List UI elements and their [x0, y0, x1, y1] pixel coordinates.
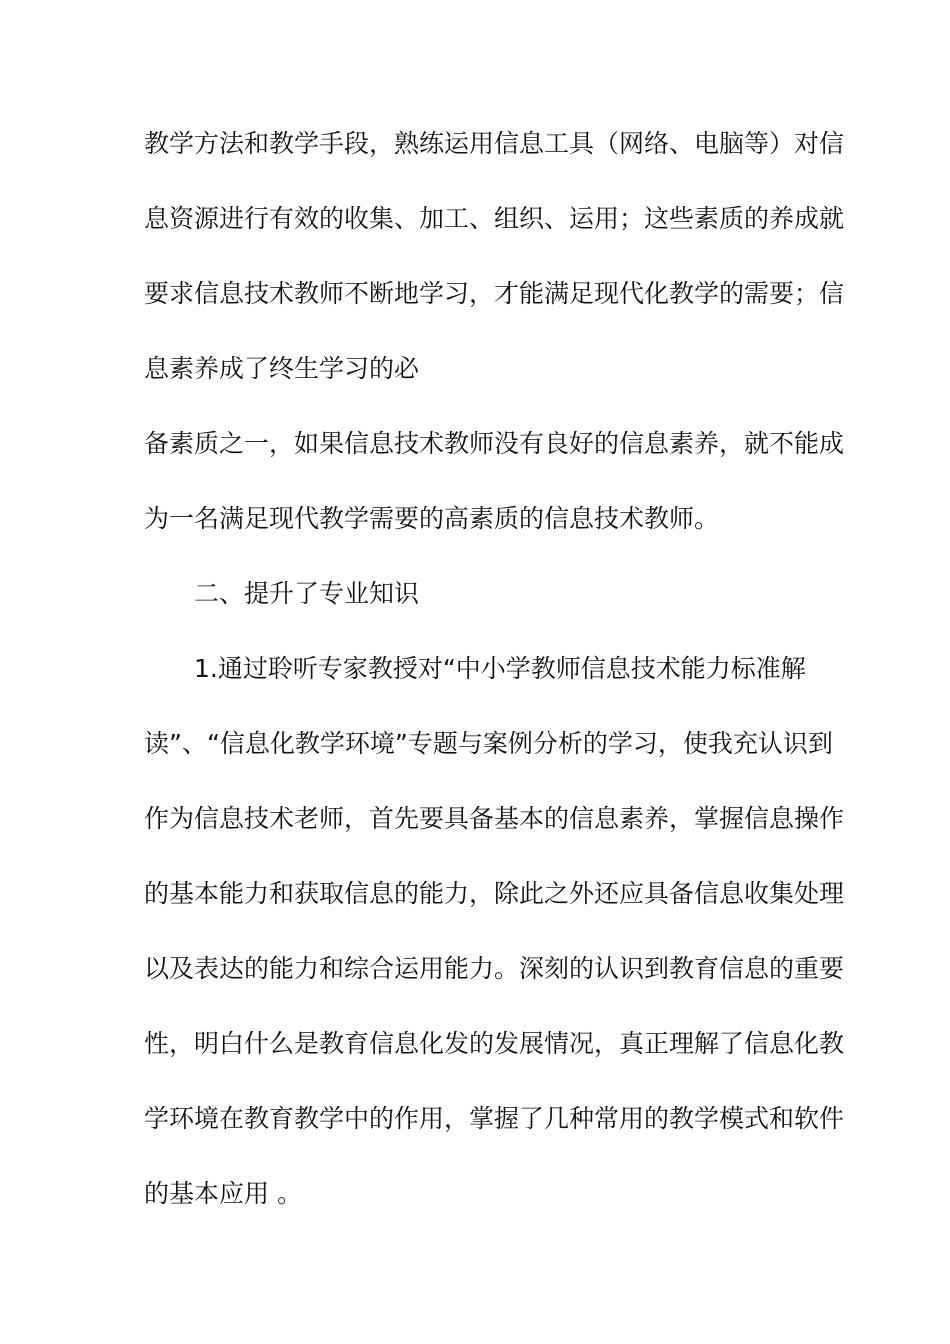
- paragraph-line: 教学方法和教学手段，熟练运用信息工具（网络、电脑等）对信: [144, 129, 845, 158]
- paragraph-line: 性，明白什么是教育信息化发的发展情况，真正理解了信息化教: [144, 1029, 845, 1058]
- paragraph-line: 读”、“信息化教学环境”专题与案例分析的学习，使我充认识到: [144, 729, 833, 758]
- paragraph-line: 以及表达的能力和综合运用能力。深刻的认识到教育信息的重要: [144, 954, 845, 983]
- paragraph-line: 息素养成了终生学习的必: [144, 354, 420, 383]
- paragraph-line: 1.通过聆听专家教授对“中小学教师信息技术能力标准解: [194, 654, 806, 683]
- paragraph-line: 学环境在教育教学中的作用，掌握了几种常用的教学模式和软件: [144, 1104, 845, 1133]
- paragraph-line: 息资源进行有效的收集、加工、组织、运用；这些素质的养成就: [144, 204, 845, 233]
- paragraph-line: 备素质之一，如果信息技术教师没有良好的信息素养，就不能成: [144, 429, 845, 458]
- section-heading: 二、提升了专业知识: [194, 579, 420, 608]
- paragraph-line: 的基本能力和获取信息的能力，除此之外还应具备信息收集处理: [144, 879, 845, 908]
- paragraph-line: 要求信息技术教师不断地学习，才能满足现代化教学的需要；信: [144, 279, 845, 308]
- paragraph-line: 为一名满足现代教学需要的高素质的信息技术教师。: [144, 504, 720, 533]
- paragraph-line: 作为信息技术老师，首先要具备基本的信息素养，掌握信息操作: [144, 804, 845, 833]
- paragraph-line: 的基本应用 。: [144, 1179, 302, 1208]
